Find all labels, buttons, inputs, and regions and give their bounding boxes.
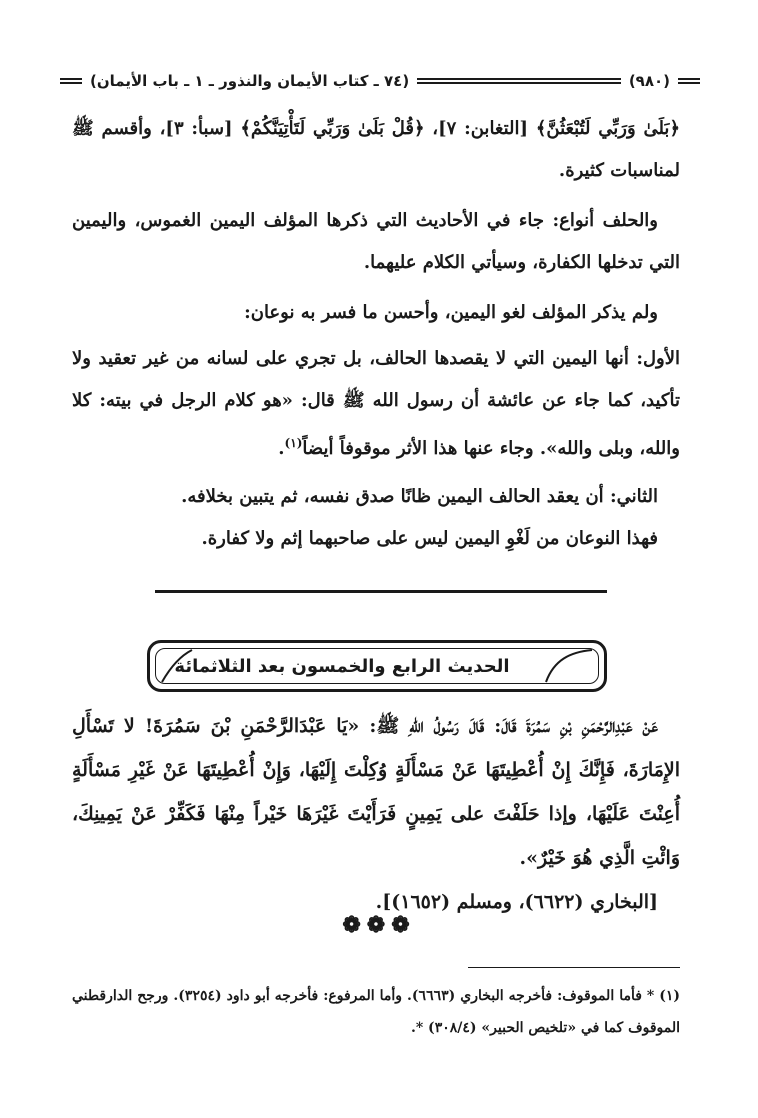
paragraph-laghw-intro: ولم يذكر المؤلف لغو اليمين، وأحسن ما فسر به نوعان:	[244, 302, 658, 323]
footnote	[72, 980, 680, 1044]
hadith-text	[72, 704, 680, 924]
section-divider	[155, 590, 607, 593]
hadith-matn: «يَا عَبْدَالرَّحْمَنِ بْنَ سَمُرَةَ! لا تَسْأَلِ الإِمَارَةَ، فَإِنَّكَ إِنْ أُعْطِيتَهَا عَنْ مَسْأَلَةٍ وُكِلْتَ إِلَيْهَا، وَإِنْ أُعْطِيتَهَا عَنْ غَيْرِ مَسْأَلَةٍ أُعِنْتَ عَلَيْهَا، وإذا حَلَفْتَ على يَمِينٍ فَرَأَيْتَ غَيْرَهَا خَيْراً مِنْهَا فَكَفِّرْ عَنْ يَمِينِكَ، وَائْتِ الَّذِي هُوَ خَيْرٌ».	[72, 715, 680, 869]
commentary-text	[72, 108, 680, 560]
hadith-isnad: عَنْ عَبْدِالرَّحْمَنِ بْنِ سَمُرَةَ قَالَ: قَالَ رَسُولُ اللهِ ﷺ:	[359, 715, 658, 737]
second-type-text: أن يعقد الحالف اليمين ظانًا صدق نفسه، ثم يتبين بخلافه.	[181, 486, 610, 507]
hadith-title-banner	[147, 640, 607, 692]
first-type-text: أنها اليمين التي لا يقصدها الحالف، بل تجري على لسانه من غير تعقيد ولا تأكيد، كما جاء عن عائشة أن رسول الله ﷺ قال:	[72, 348, 680, 411]
hadith-source: [البخاري (٦٦٢٢)، ومسلم (١٦٥٢)].	[375, 891, 658, 913]
hadith-body	[72, 704, 680, 880]
banner-flourish-right-icon	[540, 648, 596, 684]
header-rule-right	[678, 78, 700, 84]
hadith-number-title: الحديث الرابع والخمسون بعد الثلاثمائة	[174, 655, 510, 677]
aisha-quote: «هو كلام الرجل في بيته: كلا والله، وبلى والله»	[72, 390, 680, 459]
footnote-text: * فأما الموقوف: فأخرجه البخاري (٦٦٦٣). وأما المرفوع: فأخرجه أبو داود (٣٢٥٤). ورجح الدارقطني الموقوف كما في «تلخيص الحبير» (٣٠٨/٤) *.	[72, 988, 680, 1036]
first-type-tail: . وجاء عنها هذا الأثر موقوفاً أيضاً	[302, 438, 547, 459]
header-rule-left	[60, 78, 82, 84]
footnote-divider	[468, 967, 680, 968]
page-number: (٩٨٠)	[628, 72, 670, 90]
paragraph-first-type: الأول: أنها اليمين التي لا يقصدها الحالف، بل تجري على لسانه من غير تعقيد ولا تأكيد، كما جاء عن عائشة أن رسول الله ﷺ قال: «هو كلام الرجل في بيته: كلا والله، وبلى والله». وجاء عنها هذا الأثر موقوفاً أيضاً$^{(١)}$.	[72, 348, 680, 459]
footnote-marker: (١)	[659, 988, 681, 1004]
second-type-label: الثاني:	[609, 486, 658, 507]
header-rule-middle	[417, 78, 621, 84]
ornament-stars-icon: ❁❁❁	[342, 912, 416, 938]
paragraph-quran-verses: ﴿بَلَىٰ وَرَبِّي لَتُبْعَثُنَّ﴾ [التغابن: ٧]، ﴿قُلْ بَلَىٰ وَرَبِّي لَتَأْتِيَنَّكُمْ﴾ [سبأ: ٣]، وأقسم ﷺ لمناسبات كثيرة.	[72, 118, 680, 181]
footnote-reference: (١)	[284, 436, 303, 450]
header-section-title: (٧٤ ـ كتاب الأيمان والنذور ـ ١ ـ باب الأيمان)	[90, 72, 410, 90]
paragraph-types-of-oath: والحلف أنواع: جاء في الأحاديث التي ذكرها المؤلف اليمين الغموس، واليمين التي تدخلها الكفارة، وسيأتي الكلام عليهما.	[72, 210, 680, 273]
paragraph-conclusion: فهذا النوعان من لَغْوِ اليمين ليس على صاحبهما إثم ولا كفارة.	[201, 528, 658, 549]
first-type-label: الأول:	[636, 348, 680, 369]
running-header	[60, 68, 700, 94]
paragraph-second-type	[72, 476, 680, 518]
